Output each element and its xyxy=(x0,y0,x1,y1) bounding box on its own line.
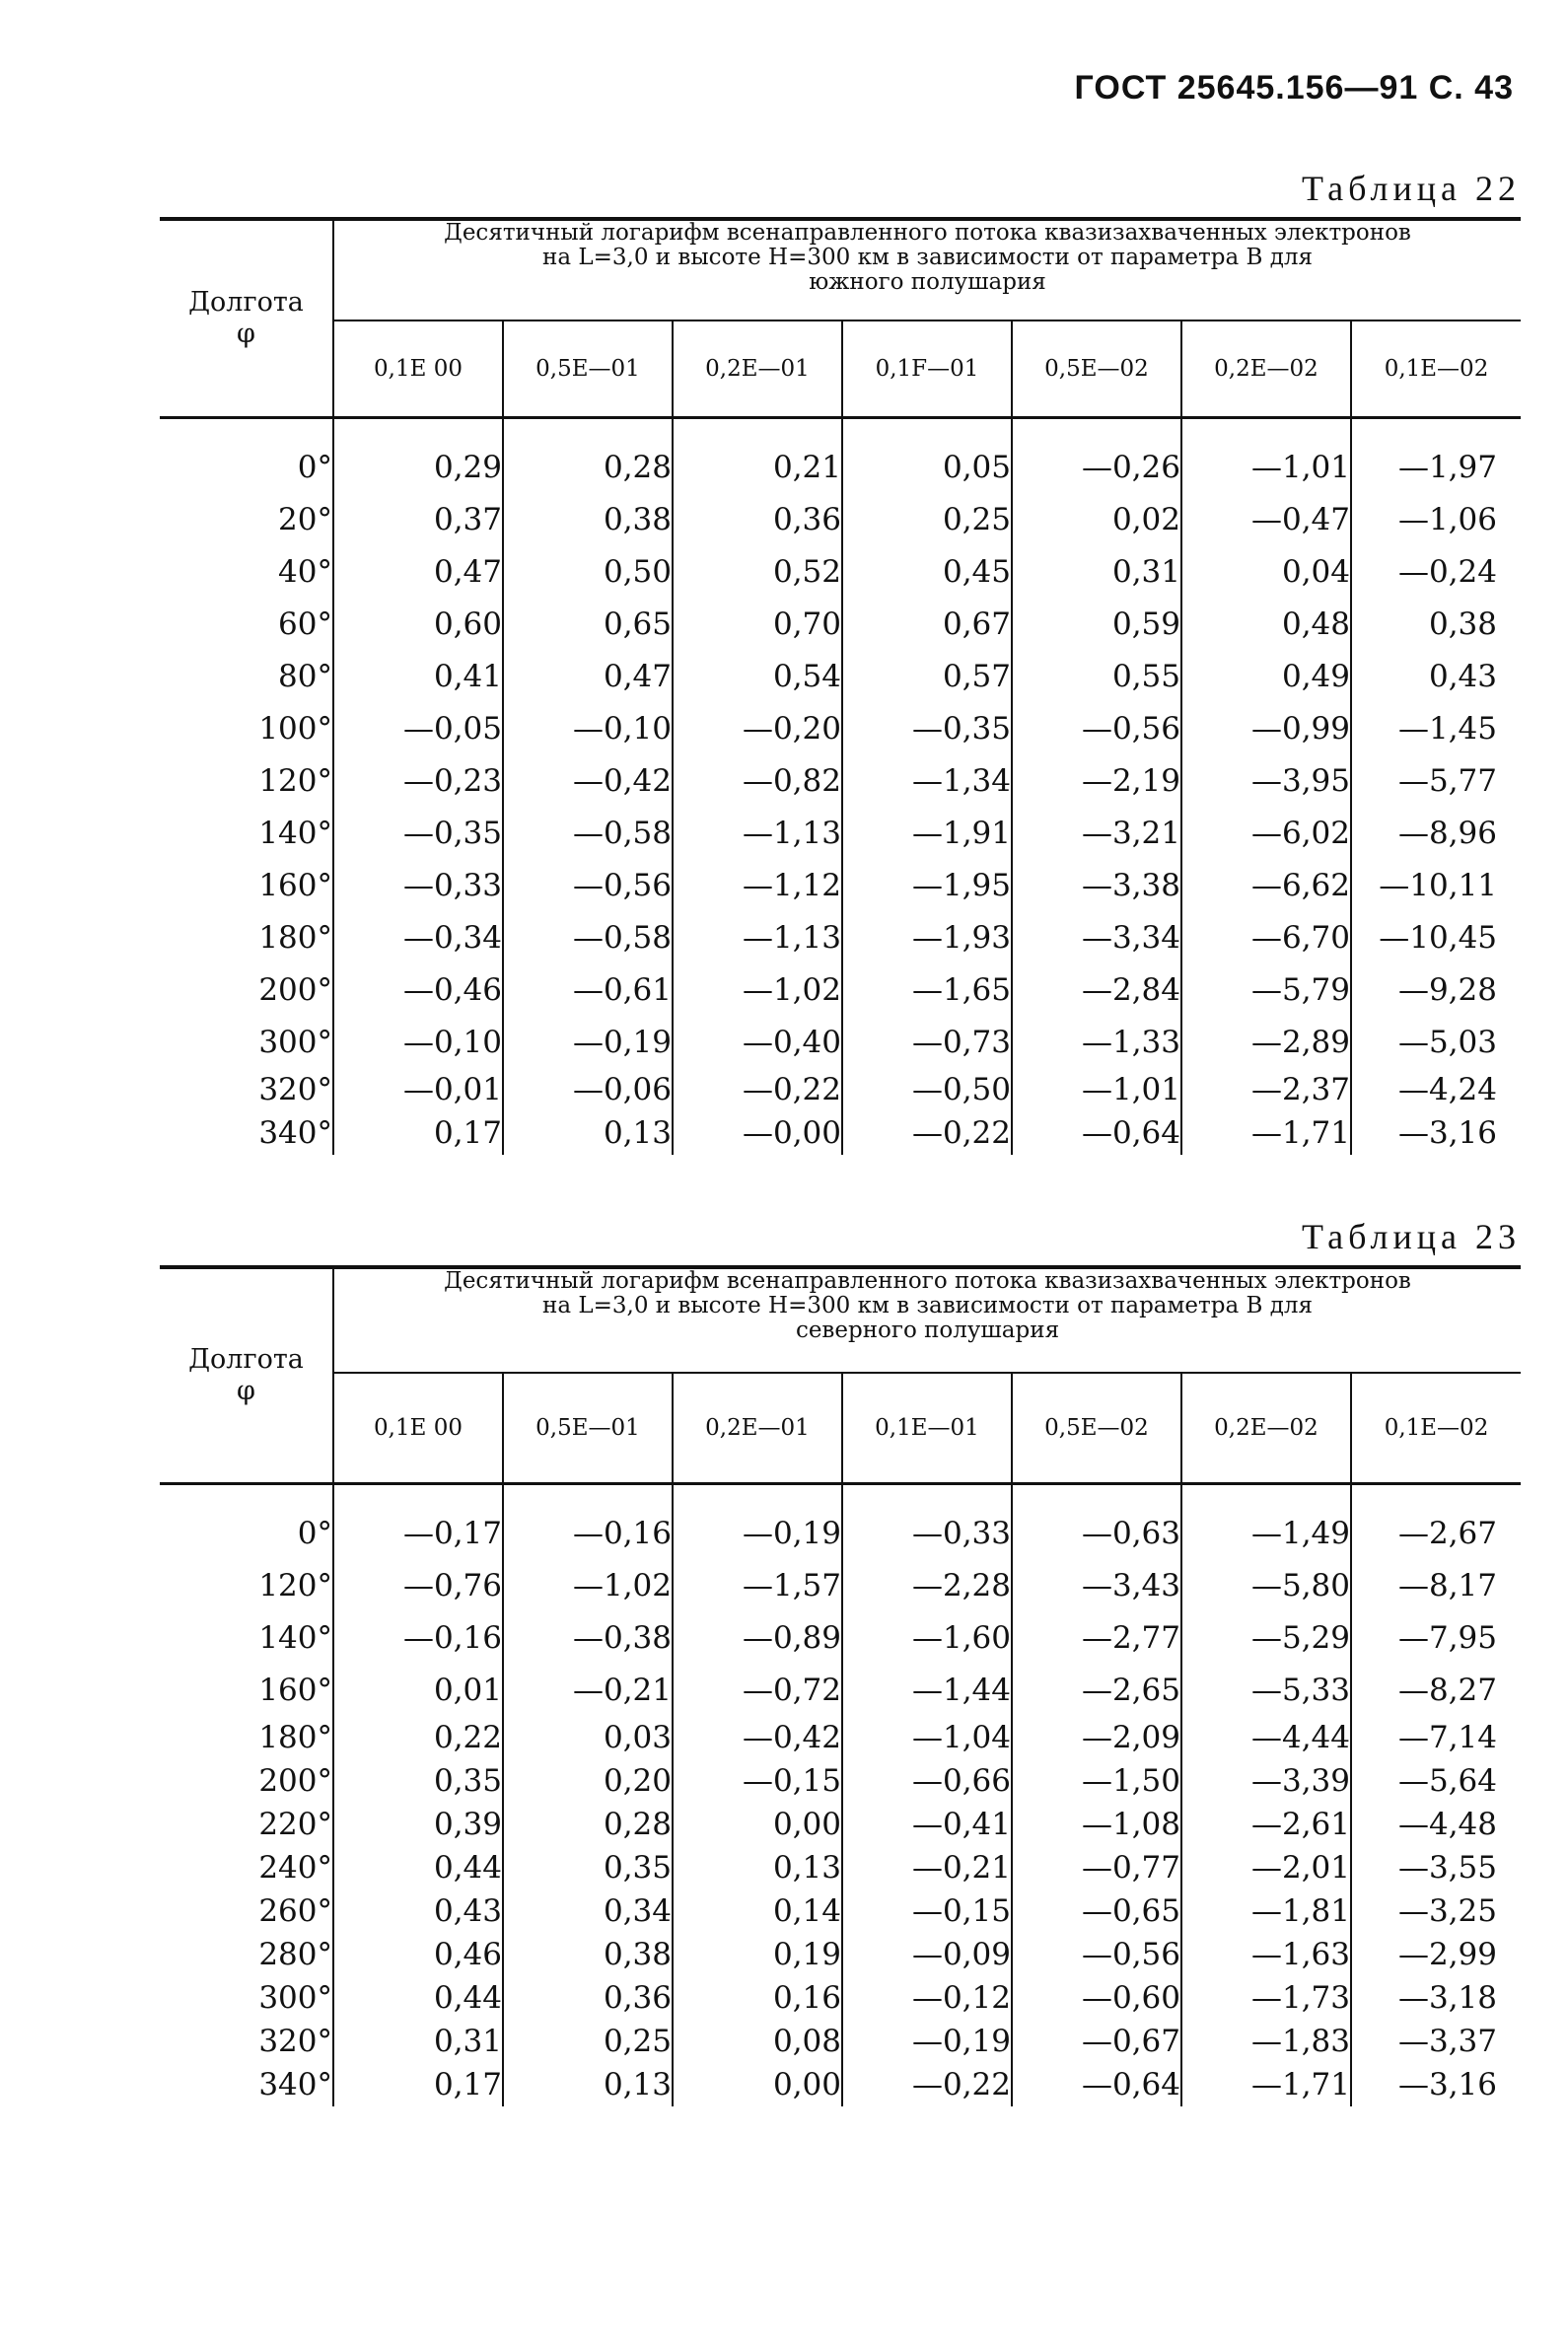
param-header: 0,1F—01 xyxy=(842,321,1012,418)
value-cell: —1,73 xyxy=(1181,1976,1351,2020)
row-header-line: Долгота xyxy=(188,1344,304,1375)
value-cell: —1,91 xyxy=(842,807,1012,859)
value-cell: 0,47 xyxy=(503,650,673,702)
value-cell: —5,64 xyxy=(1397,1763,1498,1799)
value-cell: —0,76 xyxy=(333,1559,503,1611)
value-cell: —0,15 xyxy=(842,1889,1012,1933)
group-header-line: на L=3,0 и высоте H=300 км в зависимости от параметра B для xyxy=(542,1293,1313,1318)
value-cell: —0,67 xyxy=(1012,2020,1181,2063)
page-header: ГОСТ 25645.156—91 С. 43 xyxy=(1074,69,1514,107)
group-header-line: Десятичный логарифм всенаправленного потока квазизахваченных электронов xyxy=(444,1268,1411,1294)
value-cell: —6,02 xyxy=(1181,807,1351,859)
value-cell: —0,17 xyxy=(333,1507,503,1559)
table-row xyxy=(160,1507,1521,1559)
value-cell: 0,52 xyxy=(673,545,842,598)
value-cell: —10,11 xyxy=(1379,867,1498,903)
table-row xyxy=(160,1111,1521,1155)
value-cell: —1,45 xyxy=(1397,710,1498,747)
value-cell: —2,99 xyxy=(1397,1937,1498,1972)
value-cell: —4,48 xyxy=(1397,1807,1498,1842)
table-row xyxy=(160,1846,1521,1889)
value-cell: 0,55 xyxy=(1012,650,1181,702)
row-header xyxy=(160,219,333,418)
value-cell: 0,29 xyxy=(333,441,503,493)
longitude-label: 120° xyxy=(160,1559,333,1611)
table-row xyxy=(160,1803,1521,1846)
value-cell: 0,20 xyxy=(503,1759,673,1803)
group-header xyxy=(333,219,1521,321)
value-cell: —0,12 xyxy=(842,1976,1012,2020)
value-cell: —3,55 xyxy=(1397,1850,1498,1886)
value-cell: 0,13 xyxy=(673,1846,842,1889)
row-header-line: φ xyxy=(237,1376,255,1406)
table-23 xyxy=(160,1265,1521,2106)
longitude-label: 200° xyxy=(160,1759,333,1803)
value-cell: —0,58 xyxy=(503,807,673,859)
value-cell: —0,01 xyxy=(333,1068,503,1111)
table-23-caption: Таблица 23 xyxy=(1302,1217,1521,1256)
value-cell: —0,82 xyxy=(673,754,842,807)
value-cell: 0,19 xyxy=(673,1933,842,1976)
longitude-label: 140° xyxy=(160,807,333,859)
value-cell: 0,08 xyxy=(673,2020,842,2063)
table-row xyxy=(160,807,1521,859)
longitude-label: 340° xyxy=(160,2063,333,2106)
value-cell: —0,06 xyxy=(503,1068,673,1111)
group-header-line: на L=3,0 и высоте H=300 км в зависимости от параметра B для xyxy=(542,245,1313,270)
row-header xyxy=(160,1267,333,1484)
value-cell: —0,35 xyxy=(842,702,1012,754)
value-cell: —0,22 xyxy=(673,1068,842,1111)
value-cell: —8,96 xyxy=(1397,815,1498,851)
value-cell: 0,45 xyxy=(842,545,1012,598)
group-header-line: северного полушария xyxy=(795,1318,1060,1343)
longitude-label: 140° xyxy=(160,1611,333,1664)
table-row xyxy=(160,650,1521,702)
value-cell: —0,56 xyxy=(1012,702,1181,754)
longitude-label: 160° xyxy=(160,1664,333,1716)
value-cell: —3,25 xyxy=(1397,1893,1498,1929)
value-cell: —0,56 xyxy=(1012,1933,1181,1976)
group-header xyxy=(333,1267,1521,1373)
value-cell: —3,34 xyxy=(1012,911,1181,963)
value-cell: 0,31 xyxy=(1012,545,1181,598)
value-cell: 0,13 xyxy=(503,2063,673,2106)
value-cell: —2,67 xyxy=(1397,1515,1498,1551)
value-cell: —0,89 xyxy=(673,1611,842,1664)
table-row xyxy=(160,859,1521,911)
param-header: 0,2E—02 xyxy=(1181,321,1351,418)
value-cell: 0,28 xyxy=(503,1803,673,1846)
value-cell: —0,22 xyxy=(842,2063,1012,2106)
value-cell: —1,13 xyxy=(673,807,842,859)
value-cell: 0,49 xyxy=(1181,650,1351,702)
value-cell: —0,40 xyxy=(673,1016,842,1068)
value-cell: —0,10 xyxy=(503,702,673,754)
value-cell: —0,50 xyxy=(842,1068,1012,1111)
value-cell: —1,13 xyxy=(673,911,842,963)
value-cell: 0,35 xyxy=(503,1846,673,1889)
value-cell: 0,13 xyxy=(503,1111,673,1155)
longitude-label: 320° xyxy=(160,1068,333,1111)
longitude-label: 300° xyxy=(160,1976,333,2020)
table-22-caption: Таблица 22 xyxy=(1302,169,1521,208)
value-cell: —0,19 xyxy=(842,2020,1012,2063)
row-header-line: φ xyxy=(237,319,255,349)
value-cell: 0,14 xyxy=(673,1889,842,1933)
value-cell: —0,63 xyxy=(1012,1507,1181,1559)
longitude-label: 0° xyxy=(160,441,333,493)
value-cell: —0,26 xyxy=(1012,441,1181,493)
longitude-label: 200° xyxy=(160,963,333,1016)
param-header: 0,5E—01 xyxy=(503,1373,673,1484)
value-cell: —0,66 xyxy=(842,1759,1012,1803)
param-header: 0,1E—01 xyxy=(842,1373,1012,1484)
value-cell: 0,36 xyxy=(503,1976,673,2020)
value-cell: —0,10 xyxy=(333,1016,503,1068)
value-cell: —2,09 xyxy=(1012,1716,1181,1759)
value-cell: 0,41 xyxy=(333,650,503,702)
value-cell: —1,57 xyxy=(673,1559,842,1611)
value-cell: —2,84 xyxy=(1012,963,1181,1016)
param-header: 0,5E—01 xyxy=(503,321,673,418)
value-cell: —1,01 xyxy=(1181,441,1351,493)
value-cell: —4,44 xyxy=(1181,1716,1351,1759)
longitude-label: 320° xyxy=(160,2020,333,2063)
param-header: 0,5E—02 xyxy=(1012,321,1181,418)
value-cell: —1,95 xyxy=(842,859,1012,911)
value-cell: —0,77 xyxy=(1012,1846,1181,1889)
value-cell: —1,08 xyxy=(1012,1803,1181,1846)
value-cell: —0,00 xyxy=(673,1111,842,1155)
value-cell: —2,77 xyxy=(1012,1611,1181,1664)
value-cell: —3,37 xyxy=(1397,2024,1498,2059)
value-cell: —0,05 xyxy=(333,702,503,754)
value-cell: —2,01 xyxy=(1181,1846,1351,1889)
value-cell: —1,04 xyxy=(842,1716,1012,1759)
value-cell: 0,44 xyxy=(333,1976,503,2020)
value-cell: —5,77 xyxy=(1397,762,1498,799)
value-cell: —1,65 xyxy=(842,963,1012,1016)
table-row xyxy=(160,754,1521,807)
value-cell: 0,03 xyxy=(503,1716,673,1759)
value-cell: 0,43 xyxy=(1428,658,1498,694)
value-cell: 0,21 xyxy=(673,441,842,493)
value-cell: —0,65 xyxy=(1012,1889,1181,1933)
param-header: 0,1E—02 xyxy=(1351,1373,1521,1484)
value-cell: 0,48 xyxy=(1181,598,1351,650)
value-cell: —0,60 xyxy=(1012,1976,1181,2020)
value-cell: —0,72 xyxy=(673,1664,842,1716)
table-row xyxy=(160,1559,1521,1611)
value-cell: —7,14 xyxy=(1397,1720,1498,1755)
value-cell: —0,16 xyxy=(503,1507,673,1559)
param-header: 0,2E—02 xyxy=(1181,1373,1351,1484)
longitude-label: 20° xyxy=(160,493,333,545)
value-cell: 0,57 xyxy=(842,650,1012,702)
value-cell: —3,38 xyxy=(1012,859,1181,911)
value-cell: 0,44 xyxy=(333,1846,503,1889)
value-cell: —0,56 xyxy=(503,859,673,911)
longitude-label: 60° xyxy=(160,598,333,650)
longitude-label: 220° xyxy=(160,1803,333,1846)
value-cell: —5,79 xyxy=(1181,963,1351,1016)
value-cell: —1,49 xyxy=(1181,1507,1351,1559)
value-cell: —1,71 xyxy=(1181,2063,1351,2106)
value-cell: 0,38 xyxy=(1428,606,1498,642)
value-cell: —1,01 xyxy=(1012,1068,1181,1111)
value-cell: —0,21 xyxy=(503,1664,673,1716)
value-cell: —0,46 xyxy=(333,963,503,1016)
value-cell: —6,70 xyxy=(1181,911,1351,963)
value-cell: 0,59 xyxy=(1012,598,1181,650)
value-cell: —8,27 xyxy=(1397,1672,1498,1708)
value-cell: —0,41 xyxy=(842,1803,1012,1846)
value-cell: —1,34 xyxy=(842,754,1012,807)
table-row xyxy=(160,2063,1521,2106)
value-cell: 0,60 xyxy=(333,598,503,650)
value-cell: —1,83 xyxy=(1181,2020,1351,2063)
value-cell: —5,29 xyxy=(1181,1611,1351,1664)
table-row xyxy=(160,1889,1521,1933)
value-cell: 0,47 xyxy=(333,545,503,598)
longitude-label: 40° xyxy=(160,545,333,598)
param-header: 0,1E 00 xyxy=(333,1373,503,1484)
value-cell: —0,64 xyxy=(1012,1111,1181,1155)
value-cell: —3,16 xyxy=(1397,1115,1498,1151)
param-header: 0,2E—01 xyxy=(673,321,842,418)
longitude-label: 280° xyxy=(160,1933,333,1976)
value-cell: —0,22 xyxy=(842,1111,1012,1155)
value-cell: —0,33 xyxy=(333,859,503,911)
value-cell: —0,21 xyxy=(842,1846,1012,1889)
value-cell: —1,97 xyxy=(1397,449,1498,485)
value-cell: —9,28 xyxy=(1397,971,1498,1008)
longitude-label: 0° xyxy=(160,1507,333,1559)
group-header-line: южного полушария xyxy=(809,269,1046,295)
table-row xyxy=(160,963,1521,1016)
value-cell: —3,39 xyxy=(1181,1759,1351,1803)
table-row xyxy=(160,598,1521,650)
value-cell: 0,01 xyxy=(333,1664,503,1716)
longitude-label: 240° xyxy=(160,1846,333,1889)
table-row xyxy=(160,493,1521,545)
longitude-label: 260° xyxy=(160,1889,333,1933)
value-cell: 0,28 xyxy=(503,441,673,493)
group-header-line: Десятичный логарифм всенаправленного потока квазизахваченных электронов xyxy=(444,220,1411,246)
value-cell: 0,54 xyxy=(673,650,842,702)
value-cell: —1,93 xyxy=(842,911,1012,963)
longitude-label: 180° xyxy=(160,911,333,963)
value-cell: —2,65 xyxy=(1012,1664,1181,1716)
value-cell: 0,04 xyxy=(1181,545,1351,598)
value-cell: 0,67 xyxy=(842,598,1012,650)
table-row xyxy=(160,911,1521,963)
longitude-label: 180° xyxy=(160,1716,333,1759)
longitude-label: 300° xyxy=(160,1016,333,1068)
value-cell: —0,64 xyxy=(1012,2063,1181,2106)
value-cell: —2,28 xyxy=(842,1559,1012,1611)
value-cell: 0,05 xyxy=(842,441,1012,493)
table-row xyxy=(160,702,1521,754)
value-cell: —3,95 xyxy=(1181,754,1351,807)
value-cell: 0,34 xyxy=(503,1889,673,1933)
value-cell: —7,95 xyxy=(1397,1619,1498,1656)
longitude-label: 160° xyxy=(160,859,333,911)
value-cell: —5,03 xyxy=(1397,1024,1498,1060)
value-cell: —1,33 xyxy=(1012,1016,1181,1068)
value-cell: —0,58 xyxy=(503,911,673,963)
value-cell: —3,43 xyxy=(1012,1559,1181,1611)
value-cell: —0,38 xyxy=(503,1611,673,1664)
value-cell: —0,15 xyxy=(673,1759,842,1803)
table-row xyxy=(160,1976,1521,2020)
value-cell: 0,17 xyxy=(333,2063,503,2106)
value-cell: —0,35 xyxy=(333,807,503,859)
value-cell: 0,37 xyxy=(333,493,503,545)
longitude-label: 340° xyxy=(160,1111,333,1155)
value-cell: —0,42 xyxy=(673,1716,842,1759)
value-cell: —1,81 xyxy=(1181,1889,1351,1933)
value-cell: 0,17 xyxy=(333,1111,503,1155)
value-cell: —2,89 xyxy=(1181,1016,1351,1068)
value-cell: 0,00 xyxy=(673,1803,842,1846)
table-row xyxy=(160,1068,1521,1111)
table-row xyxy=(160,1759,1521,1803)
value-cell: —4,24 xyxy=(1397,1072,1498,1107)
value-cell: 0,36 xyxy=(673,493,842,545)
value-cell: 0,65 xyxy=(503,598,673,650)
value-cell: —0,61 xyxy=(503,963,673,1016)
value-cell: —0,99 xyxy=(1181,702,1351,754)
value-cell: 0,25 xyxy=(503,2020,673,2063)
value-cell: 0,38 xyxy=(503,1933,673,1976)
table-row xyxy=(160,545,1521,598)
value-cell: —0,09 xyxy=(842,1933,1012,1976)
table-row xyxy=(160,1716,1521,1759)
value-cell: —3,18 xyxy=(1397,1980,1498,2016)
value-cell: 0,02 xyxy=(1012,493,1181,545)
table-row xyxy=(160,441,1521,493)
value-cell: —2,61 xyxy=(1181,1803,1351,1846)
value-cell: 0,43 xyxy=(333,1889,503,1933)
longitude-label: 80° xyxy=(160,650,333,702)
value-cell: —0,24 xyxy=(1397,553,1498,590)
table-row xyxy=(160,1933,1521,1976)
value-cell: —1,44 xyxy=(842,1664,1012,1716)
param-header: 0,1E 00 xyxy=(333,321,503,418)
value-cell: 0,70 xyxy=(673,598,842,650)
value-cell: 0,39 xyxy=(333,1803,503,1846)
value-cell: 0,46 xyxy=(333,1933,503,1976)
value-cell: 0,35 xyxy=(333,1759,503,1803)
param-header: 0,1E—02 xyxy=(1351,321,1521,418)
value-cell: 0,38 xyxy=(503,493,673,545)
value-cell: —0,47 xyxy=(1181,493,1351,545)
value-cell: 0,16 xyxy=(673,1976,842,2020)
value-cell: —1,50 xyxy=(1012,1759,1181,1803)
value-cell: —0,42 xyxy=(503,754,673,807)
param-header: 0,5E—02 xyxy=(1012,1373,1181,1484)
value-cell: —10,45 xyxy=(1379,919,1498,956)
param-header: 0,2E—01 xyxy=(673,1373,842,1484)
value-cell: —1,63 xyxy=(1181,1933,1351,1976)
table-row xyxy=(160,1611,1521,1664)
value-cell: —0,16 xyxy=(333,1611,503,1664)
table-row xyxy=(160,2020,1521,2063)
value-cell: —1,02 xyxy=(503,1559,673,1611)
value-cell: —6,62 xyxy=(1181,859,1351,911)
value-cell: —0,73 xyxy=(842,1016,1012,1068)
value-cell: —3,21 xyxy=(1012,807,1181,859)
value-cell: 0,31 xyxy=(333,2020,503,2063)
value-cell: —0,20 xyxy=(673,702,842,754)
value-cell: —0,23 xyxy=(333,754,503,807)
value-cell: —0,33 xyxy=(842,1507,1012,1559)
value-cell: —3,16 xyxy=(1397,2067,1498,2102)
value-cell: —5,80 xyxy=(1181,1559,1351,1611)
value-cell: —1,12 xyxy=(673,859,842,911)
value-cell: —1,06 xyxy=(1397,501,1498,537)
value-cell: 0,00 xyxy=(673,2063,842,2106)
row-header-line: Долгота xyxy=(188,287,304,318)
value-cell: —1,71 xyxy=(1181,1111,1351,1155)
value-cell: 0,22 xyxy=(333,1716,503,1759)
longitude-label: 100° xyxy=(160,702,333,754)
table-row xyxy=(160,1016,1521,1068)
value-cell: —8,17 xyxy=(1397,1567,1498,1603)
value-cell: —0,34 xyxy=(333,911,503,963)
value-cell: —1,60 xyxy=(842,1611,1012,1664)
value-cell: —0,19 xyxy=(673,1507,842,1559)
value-cell: 0,25 xyxy=(842,493,1012,545)
value-cell: 0,50 xyxy=(503,545,673,598)
value-cell: —2,37 xyxy=(1181,1068,1351,1111)
table-row xyxy=(160,1664,1521,1716)
value-cell: —2,19 xyxy=(1012,754,1181,807)
longitude-label: 120° xyxy=(160,754,333,807)
value-cell: —1,02 xyxy=(673,963,842,1016)
table-22 xyxy=(160,217,1521,1155)
value-cell: —0,19 xyxy=(503,1016,673,1068)
value-cell: —5,33 xyxy=(1181,1664,1351,1716)
